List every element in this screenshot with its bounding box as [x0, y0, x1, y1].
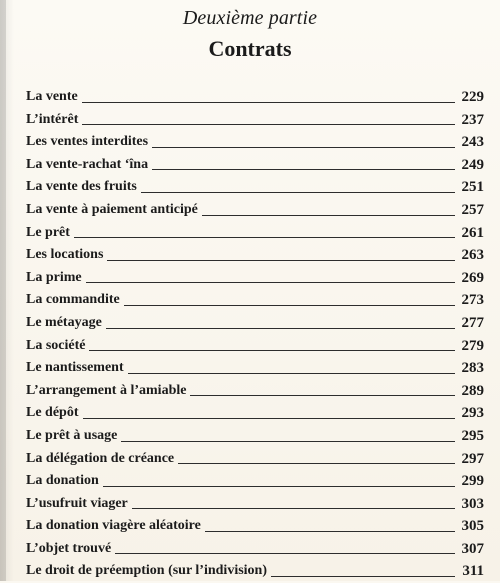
toc-item-page: 303: [461, 495, 484, 512]
table-of-contents: [26, 86, 484, 583]
toc-item-page: 295: [461, 427, 484, 444]
dot-leader: [152, 147, 454, 148]
toc-item-title: L’arrangement à l’amiable: [26, 382, 187, 398]
dot-leader: [115, 553, 454, 554]
dot-leader: [107, 260, 454, 261]
toc-item: [26, 538, 484, 561]
dot-leader: [205, 531, 455, 532]
toc-item-page: 283: [461, 360, 484, 377]
toc-item-page: 237: [461, 111, 484, 128]
dot-leader: [141, 192, 455, 193]
toc-item-page: 305: [461, 518, 484, 535]
toc-item-title: La vente: [26, 89, 78, 104]
toc-item: [26, 176, 484, 199]
toc-item: [26, 448, 484, 471]
dot-leader: [121, 441, 454, 442]
toc-item-title: Le droit de préemption (sur l’indivision): [26, 563, 268, 579]
page-header: [0, 8, 500, 60]
toc-item-page: 251: [461, 179, 484, 196]
toc-item-page: 249: [461, 156, 484, 173]
toc-item-title: La donation viagère aléatoire: [26, 518, 201, 534]
toc-item: [26, 86, 484, 109]
dot-leader: [103, 486, 455, 487]
toc-item-page: 297: [461, 450, 484, 467]
toc-item: [26, 222, 484, 245]
toc-item: [26, 493, 484, 516]
toc-item-page: 311: [462, 563, 484, 580]
toc-item-page: 263: [461, 247, 484, 264]
toc-item-title: La vente-rachat ‘îna: [26, 156, 149, 172]
toc-item: [26, 402, 484, 425]
dot-leader: [74, 237, 455, 238]
toc-item-title: La commandite: [26, 292, 120, 308]
dot-leader: [271, 576, 455, 577]
toc-item-title: La prime: [26, 269, 82, 285]
section-title: Contrats: [208, 36, 292, 61]
toc-item-page: 277: [461, 314, 484, 331]
toc-item-title: L’usufruit viager: [26, 495, 128, 511]
toc-item: [26, 154, 484, 177]
toc-item-title: La vente des fruits: [26, 179, 137, 195]
toc-item: [26, 267, 484, 290]
toc-item-page: 307: [461, 540, 484, 557]
part-label: Deuxième partie: [182, 7, 318, 29]
toc-item: [26, 515, 484, 538]
dot-leader: [128, 373, 455, 374]
dot-leader: [190, 395, 454, 396]
dot-leader: [202, 215, 455, 216]
toc-item-page: 261: [461, 224, 484, 241]
toc-item: [26, 470, 484, 493]
toc-item-page: 279: [461, 337, 484, 354]
toc-item-title: Le prêt: [26, 224, 70, 240]
toc-item: [26, 109, 484, 132]
dot-leader: [178, 463, 454, 464]
dot-leader: [89, 350, 454, 351]
toc-item-page: 289: [461, 382, 484, 399]
dot-leader: [83, 418, 455, 419]
toc-item-title: Le métayage: [26, 314, 102, 330]
toc-item: [26, 199, 484, 222]
toc-item: [26, 131, 484, 154]
toc-item-page: 243: [461, 134, 484, 151]
dot-leader: [82, 102, 455, 103]
toc-item-title: Le prêt à usage: [26, 427, 118, 443]
toc-item: [26, 357, 484, 380]
dot-leader: [82, 124, 454, 125]
toc-item: [26, 380, 484, 403]
toc-item-page: 293: [461, 405, 484, 422]
toc-item: [26, 289, 484, 312]
toc-item-title: La donation: [26, 473, 99, 489]
toc-item-page: 273: [461, 292, 484, 309]
toc-item-title: Le nantissement: [26, 360, 124, 376]
toc-item-title: La délégation de créance: [26, 450, 175, 466]
dot-leader: [106, 328, 455, 329]
toc-item-title: L’objet trouvé: [26, 540, 112, 556]
dot-leader: [152, 169, 454, 170]
dot-leader: [124, 305, 455, 306]
toc-item: [26, 335, 484, 358]
toc-item: [26, 312, 484, 335]
toc-item-title: Les ventes interdites: [26, 134, 149, 150]
toc-item-page: 229: [461, 89, 484, 105]
dot-leader: [132, 508, 455, 509]
toc-item-title: La vente à paiement anticipé: [26, 201, 198, 217]
toc-item-page: 299: [461, 473, 484, 490]
toc-item-title: Les locations: [26, 247, 104, 263]
toc-item-page: 257: [461, 201, 484, 218]
toc-item: [26, 244, 484, 267]
toc-item-page: 269: [461, 269, 484, 286]
toc-item-title: L’intérêt: [26, 111, 79, 127]
dot-leader: [86, 282, 455, 283]
toc-item-title: La société: [26, 337, 86, 353]
toc-item: [26, 560, 484, 583]
toc-item-title: Le dépôt: [26, 405, 79, 421]
toc-item: [26, 425, 484, 448]
